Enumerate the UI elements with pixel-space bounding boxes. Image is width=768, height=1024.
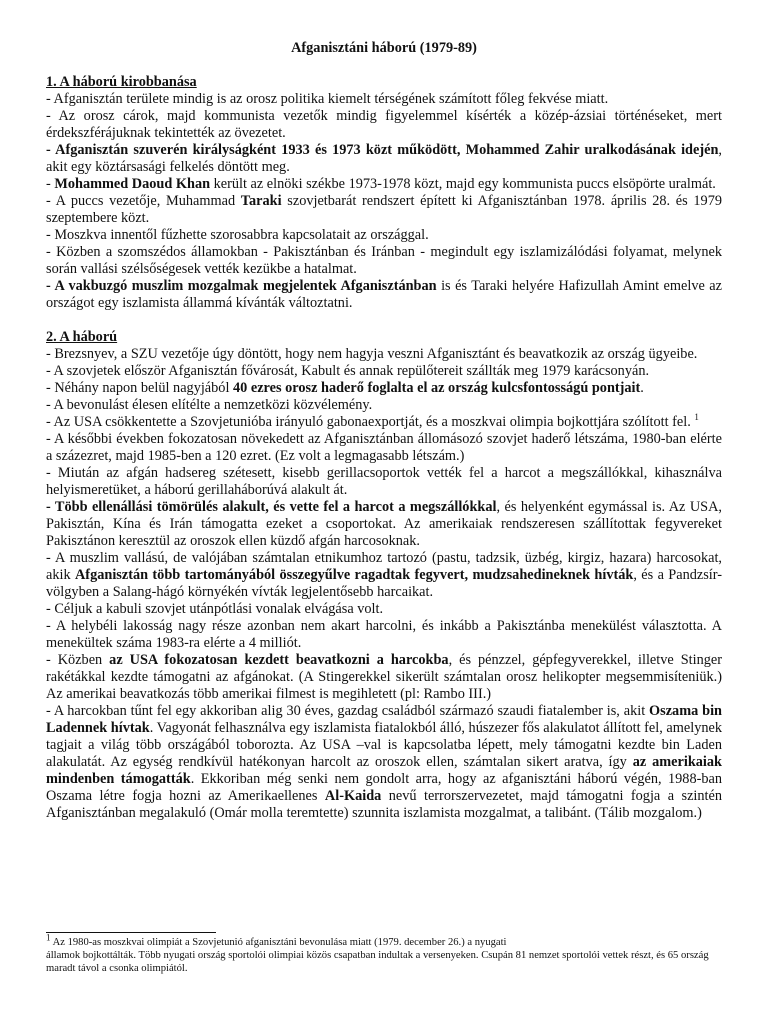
paragraph (46, 193, 722, 227)
text-run: nevű terrorszervezetet, majd támogatni fogja a szintén Afganisztánban megalakuló (Omár molla teremtette) szunnita iszlamista mozgalmat, a talibánt. (Tálib mozgalom.) (46, 788, 723, 821)
footnote-ref: 1 (46, 932, 51, 943)
paragraph (46, 431, 722, 465)
section-heading: 1. A háború kirobbanása (46, 74, 197, 90)
text-run: . (640, 380, 644, 396)
paragraph (46, 652, 722, 703)
paragraph (46, 380, 722, 397)
text-run: . Vagyonát felhasználva egy iszlamista fiatalokból álló, húszezer fős alakulatot állított fel, amelynek tagjait a világ több országából toborozta. Az USA –val is kapcsolatba lépett, mely támogatni kezdte bin Laden alakulatát. Az egység rendkívül hatékonyan harcolt az oroszok ellen, számtalan sikert aratva, így (46, 720, 723, 770)
bold-text: az amerikaiak mindenben támogatták (46, 754, 722, 787)
bold-text: - Afganisztán szuverén királyságként 1933 és 1973 közt működött, Mohammed Zahir uralkodásának idején (46, 142, 719, 158)
bold-text: Mohammed Daoud Khan (54, 176, 211, 192)
text-run: - A puccs vezetője, Muhammad (46, 193, 241, 209)
text-run: államok bojkottálták. Több nyugati ország sportolói olimpiai közös csapatban indultak a versenyeken. Csupán 81 nemzet sportolói vettek részt, és 65 ország maradt távol a csonka olimpiától. (46, 950, 709, 974)
footnote-separator (46, 932, 216, 933)
paragraph (46, 346, 722, 363)
paragraph (46, 244, 722, 278)
text-run: - Miután az afgán hadsereg szétesett, kisebb gerillacsoportok vették fel a harcot a megszállókkal, kihasználva helyismeretüket, a háború gerillaháborúvá alakult át. (46, 465, 722, 498)
paragraph (46, 499, 722, 550)
section-gap (46, 312, 722, 329)
text-run: - Néhány napon belül nagyjából (46, 380, 233, 396)
text-run: - A későbbi években fokozatosan növekedett az Afganisztánban állomásozó szovjet haderő létszáma, 1980-ban elérte a százezret, majd 1985-ben a 120 ezret. (Ez volt a legmagasabb létszám.) (46, 431, 722, 464)
bold-text: - Több ellenállási tömörülés alakult, és vette fel a harcot a megszállókkal (46, 499, 497, 515)
text-run: - Brezsnyev, a SZU vezetője úgy döntött, hogy nem hagyja veszni Afganisztánt és beavatkozik az ország ügyeibe. (46, 346, 698, 362)
paragraph (46, 703, 722, 822)
text-run: került az elnöki székbe 1973-1978 közt, majd egy kommunista puccs elsöpörte uralmát. (210, 176, 716, 192)
paragraph (46, 108, 722, 142)
document-title: Afganisztáni háború (1979-89) (291, 40, 477, 56)
footnote-ref: 1 (694, 412, 699, 423)
text-run: - Közben a szomszédos államokban - Pakisztánban és Iránban - megindult egy iszlamizálódási folyamat, melynek során vallási szélsőségesek vették kezükbe a hatalmat. (46, 244, 722, 277)
bold-text: Taraki (240, 193, 282, 209)
text-run: , és pénzzel, gépfegyverekkel, illetve Stinger rakétákkal kezdte támogatni az afgánokat. (A Stingerekkel sikerült számtalan orosz helikopter megsemmisíteniük.) Az amerikai beavatkozás több amerikai filmest is megihletett (pl: Rambo III.) (46, 652, 722, 702)
paragraph (46, 91, 722, 108)
paragraph (46, 601, 722, 618)
footnotes (46, 932, 722, 975)
text-run: - A muszlim vallású, de valójában számtalan etnikumhoz tartozó (pastu, tadzsik, üzbég, kirgiz, hazara) harcosokat, akik (46, 550, 722, 583)
text-run: - Moszkva innentől fűzhette szorosabbra kapcsolatait az országgal. (46, 227, 429, 243)
footnote-line (46, 932, 722, 949)
text-run: - A harcokban tűnt fel egy akkoriban alig 30 éves, gazdag családból származó szaudi fiatalember is, akit (46, 703, 650, 719)
text-run: - A helybéli lakosság nagy része azonban nem akart harcolni, és inkább a Pakisztánba menekülést választotta. A menekültek száma 1983-ra elérte a 4 milliót. (46, 618, 722, 651)
paragraph (46, 227, 722, 244)
text-run: , és helyenként egymással is. Az USA, Pakisztán, Kína és Irán támogatta ezeket a csoportokat. Az amerikaiak rendszeresen szállítottak fegyvereket Pakisztánon keresztül az oroszok ellen küzdő afgán harcosoknak. (46, 499, 722, 549)
text-run: - A bevonulást élesen elítélte a nemzetközi közvélemény. (46, 397, 373, 413)
text-run: is és Taraki helyére Hafizullah Amint emelve az országot egy iszlamista állammá kívánták változtatni. (46, 278, 722, 311)
footnote-line (46, 949, 722, 975)
text-run: - Az USA csökkentette a Szovjetunióba irányuló gabonaexportját, és a moszkvai olimpia bojkottjára szólított fel. (46, 414, 695, 430)
bold-text: Oszama bin Ladennek hívtak (46, 703, 722, 736)
paragraph (46, 363, 722, 380)
paragraph (46, 142, 722, 176)
text-run: , és a Pandzsír-völgyben a Salang-hágó környékén vívták legjelentősebb harcaikat. (46, 567, 722, 600)
bold-text: 40 ezres orosz haderő foglalta el az ország kulcsfontosságú pontjait (233, 380, 641, 396)
document-body (46, 74, 722, 822)
text-run: - Afganisztán területe mindig is az orosz politika kiemelt térségének számított főleg fekvése miatt. (46, 91, 609, 107)
text-run: - Céljuk a kabuli szovjet utánpótlási vonalak elvágása volt. (46, 601, 384, 617)
paragraph (46, 278, 722, 312)
paragraph (46, 550, 722, 601)
text-run: - A szovjetek először Afganisztán fővárosát, Kabult és annak repülőtereit szállták meg 1979 karácsonyán. (46, 363, 650, 379)
bold-text: Afganisztán több tartományából összegyűlve ragadtak fegyvert, mudzsahedineknek hívták (74, 567, 634, 583)
bold-text: - A vakbuzgó muszlim mozgalmak megjelentek Afganisztánban (46, 278, 437, 294)
bold-text: az USA fokozatosan kezdett beavatkozni a harcokba (109, 652, 449, 668)
paragraph (46, 397, 722, 414)
text-run: - Az orosz cárok, majd kommunista vezetők mindig figyelemmel kísérték a közép-ázsiai történéseket, mert érdekszférájuknak tekintették az övezetet. (46, 108, 722, 141)
section-heading: 2. A háború (46, 329, 118, 345)
text-run: - (46, 176, 55, 192)
text-run: , akit egy köztársasági felkelés döntött meg. (46, 142, 722, 175)
paragraph (46, 176, 722, 193)
text-run: Az 1980-as moszkvai olimpiát a Szovjetunió afganisztáni bevonulása miatt (1979. december 26.) a nyugati (50, 937, 507, 948)
text-run: szovjetbarát rendszert épített ki Afganisztánban 1978. április 28. és 1979 szeptembere közt. (46, 193, 722, 226)
paragraph (46, 414, 722, 431)
bold-text: Al-Kaida (324, 788, 382, 804)
paragraph (46, 618, 722, 652)
text-run: - Közben (46, 652, 110, 668)
paragraph (46, 465, 722, 499)
text-run: . Ekkoriban még senki nem gondolt arra, hogy az afganisztáni háború végén, 1988-ban Oszama létre fogja hozni az Amerikaellenes (46, 771, 722, 804)
